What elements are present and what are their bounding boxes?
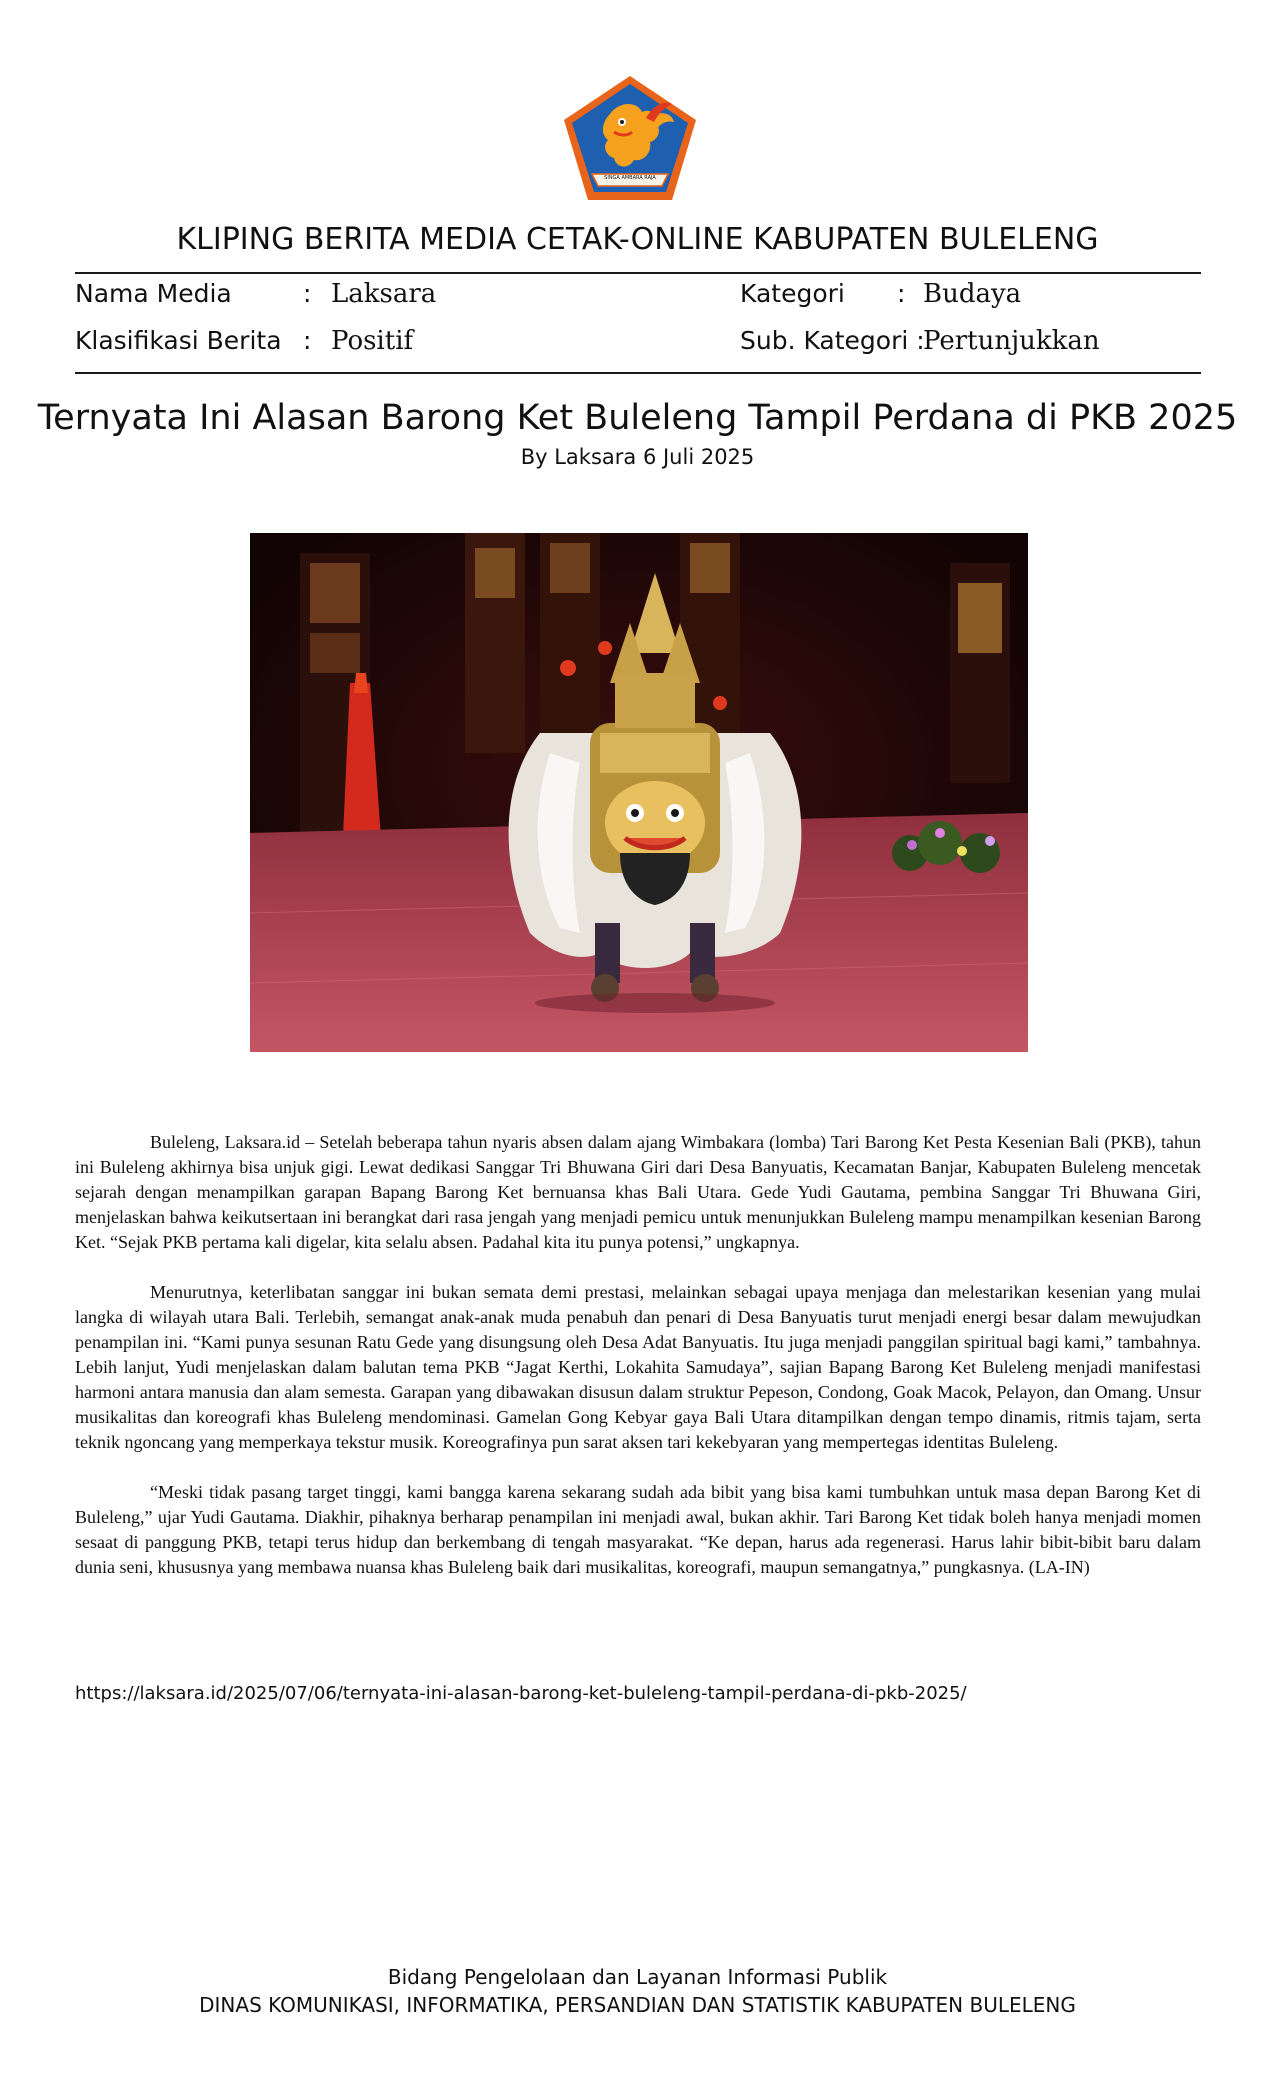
footer-department: Bidang Pengelolaan dan Layanan Informasi Publik bbox=[387, 1965, 888, 1989]
buleleng-emblem-icon bbox=[562, 74, 698, 202]
klasifikasi-colon: : bbox=[303, 326, 312, 355]
media-label: Nama Media bbox=[75, 279, 232, 308]
article-byline: By Laksara 6 Juli 2025 bbox=[520, 445, 755, 469]
article-paragraph: “Meski tidak pasang target tinggi, kami bangga karena sekarang sudah ada bibit yang bisa kami tumbuhkan untuk masa depan Barong Ket di Buleleng,” ujar Yudi Gautama. Diakhir, pihaknya berharap penampilan ini menjadi awal, bukan akhir. Tari Barong Ket tidak boleh hanya menjadi momen sesaat di panggung PKB, tetapi terus hidup dan berkembang di tengah masyarakat. “Ke depan, harus ada regenerasi. Harus lahir bibit-bibit baru dalam dunia seni, khususnya yang membawa nuansa khas Buleleng baik dari musikalitas, koreografi, maupun semangatnya,” pungkasnya. (LA-IN) bbox=[75, 1482, 1201, 1577]
footer-agency: DINAS KOMUNIKASI, INFORMATIKA, PERSANDIAN DAN STATISTIK KABUPATEN BULELENG bbox=[199, 1993, 1076, 2017]
header-divider-bottom bbox=[75, 372, 1201, 374]
article-photo bbox=[250, 533, 1028, 1052]
buleleng-logo bbox=[562, 74, 698, 202]
media-colon: : bbox=[303, 279, 312, 308]
article-paragraph: Buleleng, Laksara.id – Setelah beberapa tahun nyaris absen dalam ajang Wimbakara (lomba) Tari Barong Ket Pesta Kesenian Bali (PKB), tahun ini Buleleng akhirnya bisa unjuk gigi. Lewat dedikasi Sanggar Tri Bhuwana Giri dari Desa Banyuatis, Kecamatan Banjar, Kabupaten Buleleng mencetak sejarah dengan menampilkan garapan Bapang Barong Ket bernuansa khas Bali Utara. Gede Yudi Gautama, pembina Sanggar Tri Bhuwana Giri, menjelaskan bahwa keikutsertaan ini berangkat dari rasa jengah yang menjadi pemicu untuk menunjukkan Buleleng mampu menampilkan kesenian Barong Ket. “Sejak PKB pertama kali digelar, kita selalu absen. Padahal kita itu punya potensi,” ungkapnya. bbox=[75, 1132, 1201, 1252]
kategori-colon: : bbox=[897, 279, 906, 308]
klasifikasi-label: Klasifikasi Berita bbox=[75, 326, 282, 355]
logo-motto: SINGA AMBARA RAJA bbox=[604, 175, 656, 181]
document-title: KLIPING BERITA MEDIA CETAK-ONLINE KABUPATEN BULELENG bbox=[176, 222, 1099, 257]
media-value: Laksara bbox=[331, 279, 437, 309]
article-paragraph: Menurutnya, keterlibatan sanggar ini bukan semata demi prestasi, melainkan sebagai upaya menjaga dan melestarikan kesenian yang mulai langka di wilayah utara Bali. Terlebih, semangat anak-anak muda penabuh dan penari di Desa Banyuatis turut menjadi energi besar dalam mewujudkan penampilan ini. “Kami punya sesunan Ratu Gede yang disungsung oleh Desa Adat Banyuatis. Itu juga menjadi panggilan spiritual bagi kami,” tambahnya. Lebih lanjut, Yudi menjelaskan dalam balutan tema PKB “Jagat Kerthi, Lokahita Samudaya”, sajian Bapang Barong Ket Buleleng menjadi manifestasi harmoni antara manusia dan alam semesta. Garapan yang dibawakan disusun dalam struktur Pepeson, Condong, Goak Macok, Pelayon, dan Omang. Unsur musikalitas dan koreografi khas Buleleng mendominasi. Gamelan Gong Kebyar gaya Bali Utara ditampilkan dengan tempo dinamis, ritmis tajam, serta teknik ngoncang yang memperkaya tekstur musik. Koreografinya pun sarat aksen tari kekebyaran yang mempertegas identitas Buleleng. bbox=[75, 1282, 1201, 1452]
kategori-label: Kategori bbox=[740, 279, 845, 308]
kategori-value: Budaya bbox=[923, 279, 1022, 309]
article-headline: Ternyata Ini Alasan Barong Ket Buleleng Tampil Perdana di PKB 2025 bbox=[37, 398, 1238, 438]
subkategori-value: Pertunjukkan bbox=[923, 326, 1100, 356]
header-divider-top bbox=[75, 272, 1201, 274]
source-url[interactable]: https://laksara.id/2025/07/06/ternyata-ini-alasan-barong-ket-buleleng-tampil-perdana-di-pkb-2025/ bbox=[75, 1683, 967, 1704]
article-body bbox=[75, 1130, 1201, 1605]
barong-dance-photo bbox=[250, 533, 1028, 1052]
klasifikasi-value: Positif bbox=[331, 326, 414, 356]
subkategori-label: Sub. Kategori : bbox=[740, 326, 925, 355]
